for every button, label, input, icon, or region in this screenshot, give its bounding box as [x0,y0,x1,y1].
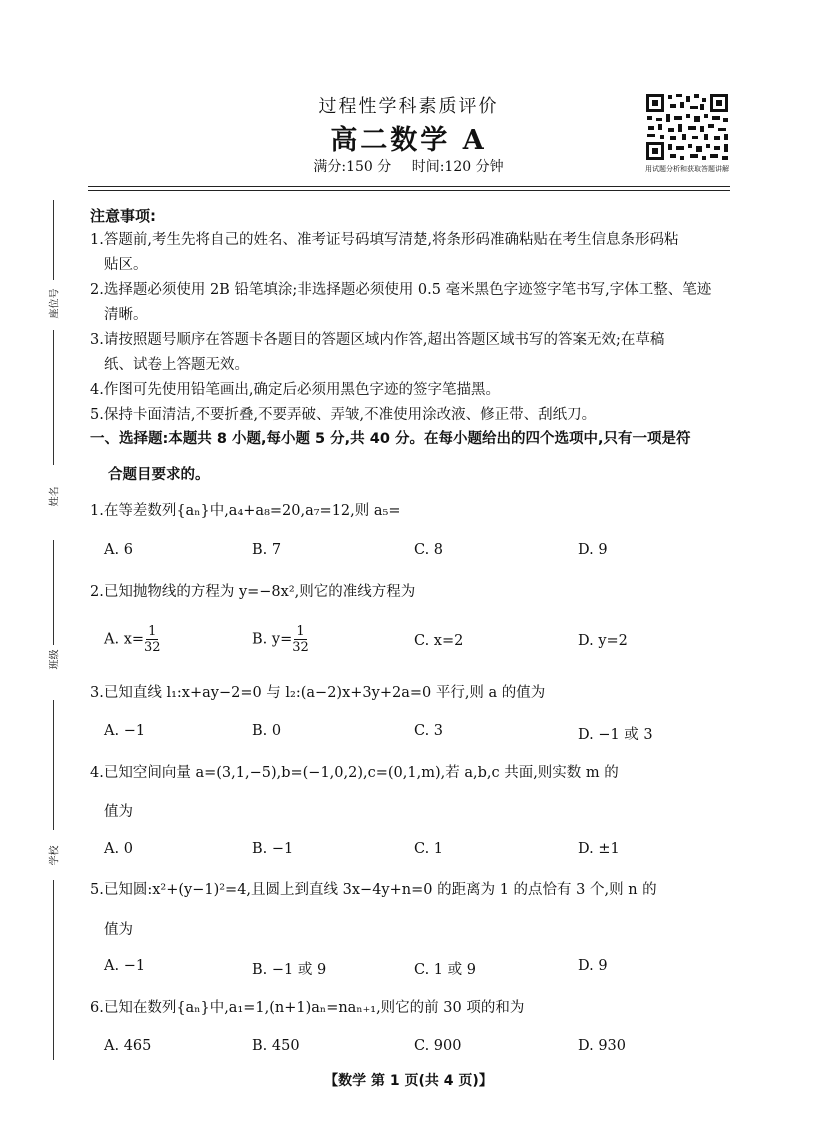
school-label: 学校 [49,845,61,866]
header-rule [88,186,730,187]
q5-option-d: D. 9 [578,958,608,974]
q1-option-b: B. 7 [252,542,282,558]
q4-option-d: D. ±1 [578,841,620,857]
seat-number-label: 座位号 [49,288,61,319]
side-line [53,540,54,645]
q5-option-b: B. −1 或 9 [252,962,327,978]
side-line [53,700,54,830]
exam-title: 高二数学 A [330,125,487,156]
notice-item-cont: 纸、试卷上答题无效。 [104,357,249,373]
q6-option-b: B. 450 [252,1038,300,1054]
notice-item: 2.选择题必须使用 2B 铅笔填涂;非选择题必须使用 0.5 毫米黑色字迹签字笔书写,字体工整、笔迹 [90,282,712,298]
q2-option-b [252,624,309,655]
name-label: 姓名 [49,486,61,507]
fraction-denominator: 32 [292,640,309,655]
q6-option-d: D. 930 [578,1038,627,1054]
side-line [53,330,54,465]
notice-item-cont: 贴区。 [104,257,148,273]
question-6-stem: 6.已知在数列{aₙ}中,a₁=1,(n+1)aₙ=naₙ₊₁,则它的前 30 项的和为 [90,1000,525,1016]
q5-option-c: C. 1 或 9 [414,962,476,978]
notice-item: 3.请按照题号顺序在答题卡各题目的答题区域内作答,超出答题区域书写的答案无效;在草稿 [90,332,665,348]
notice-item: 5.保持卡面清洁,不要折叠,不要弄破、弄皱,不准使用涂改液、修正带、刮纸刀。 [90,407,597,423]
notice-item: 4.作图可先使用铅笔画出,确定后必须用黑色字迹的签字笔描黑。 [90,382,500,398]
section-heading-cont: 合题目要求的。 [108,467,210,483]
notice-heading: 注意事项: [90,207,156,225]
q6-option-c: C. 900 [414,1038,462,1054]
fraction-numerator: 1 [296,624,305,639]
q3-option-d: D. −1 或 3 [578,727,653,743]
q3-option-c: C. 3 [414,723,444,739]
question-5-stem-cont: 值为 [104,922,133,938]
notice-list [90,228,732,428]
exam-subtitle: 过程性学科素质评价 [318,96,499,117]
exam-time: 时间:120 分钟 [411,159,504,175]
side-line [53,200,54,280]
question-1-stem: 1.在等差数列{aₙ}中,a₄+a₈=20,a₇=12,则 a₅= [90,503,401,519]
q2-option-d: D. y=2 [578,633,628,649]
q4-option-c: C. 1 [414,841,444,857]
qr-code-icon[interactable] [644,92,730,162]
q2-a-fraction [144,624,161,655]
question-2-stem: 2.已知抛物线的方程为 y=−8x²,则它的准线方程为 [90,584,416,600]
q1-option-a: A. 6 [104,542,133,558]
question-4-stem-cont: 值为 [104,804,133,820]
notice-item-cont: 清晰。 [104,307,148,323]
q6-option-a: A. 465 [104,1038,152,1054]
header-rule-thin [88,190,730,191]
q2-option-c: C. x=2 [414,633,464,649]
q3-option-a: A. −1 [104,723,146,739]
q2-b-fraction [292,624,309,655]
page-footer: 【数学 第 1 页(共 4 页)】 [324,1073,493,1089]
q1-option-c: C. 8 [414,542,444,558]
question-3-stem: 3.已知直线 l₁:x+ay−2=0 与 l₂:(a−2)x+3y+2a=0 平行,则 a 的值为 [90,685,546,701]
q5-option-a: A. −1 [104,958,146,974]
q4-option-b: B. −1 [252,841,294,857]
class-label: 班级 [49,649,61,670]
full-score: 满分:150 分 [313,159,392,175]
side-line [53,880,54,1060]
q2-option-a [104,624,161,655]
section-heading: 一、选择题:本题共 8 小题,每小题 5 分,共 40 分。在每小题给出的四个选项中,只有一项是符 [90,431,691,447]
question-4-stem: 4.已知空间向量 a=(3,1,−5),b=(−1,0,2),c=(0,1,m),若 a,b,c 共面,则实数 m 的 [90,765,619,781]
notice-item: 1.答题前,考生先将自己的姓名、准考证号码填写清楚,将条形码准确粘贴在考生信息条形码粘 [90,232,679,248]
fraction-numerator: 1 [148,624,157,639]
q2-a-label: A. x= [104,631,145,648]
q2-b-label: B. y= [252,631,293,648]
q3-option-b: B. 0 [252,723,282,739]
qr-caption: 用试题分析和获取答题讲解 [645,165,729,173]
fraction-denominator: 32 [144,640,161,655]
q4-option-a: A. 0 [104,841,133,857]
question-5-stem: 5.已知圆:x²+(y−1)²=4,且圆上到直线 3x−4y+n=0 的距离为 1 的点恰有 3 个,则 n 的 [90,882,657,898]
q1-option-d: D. 9 [578,542,608,558]
